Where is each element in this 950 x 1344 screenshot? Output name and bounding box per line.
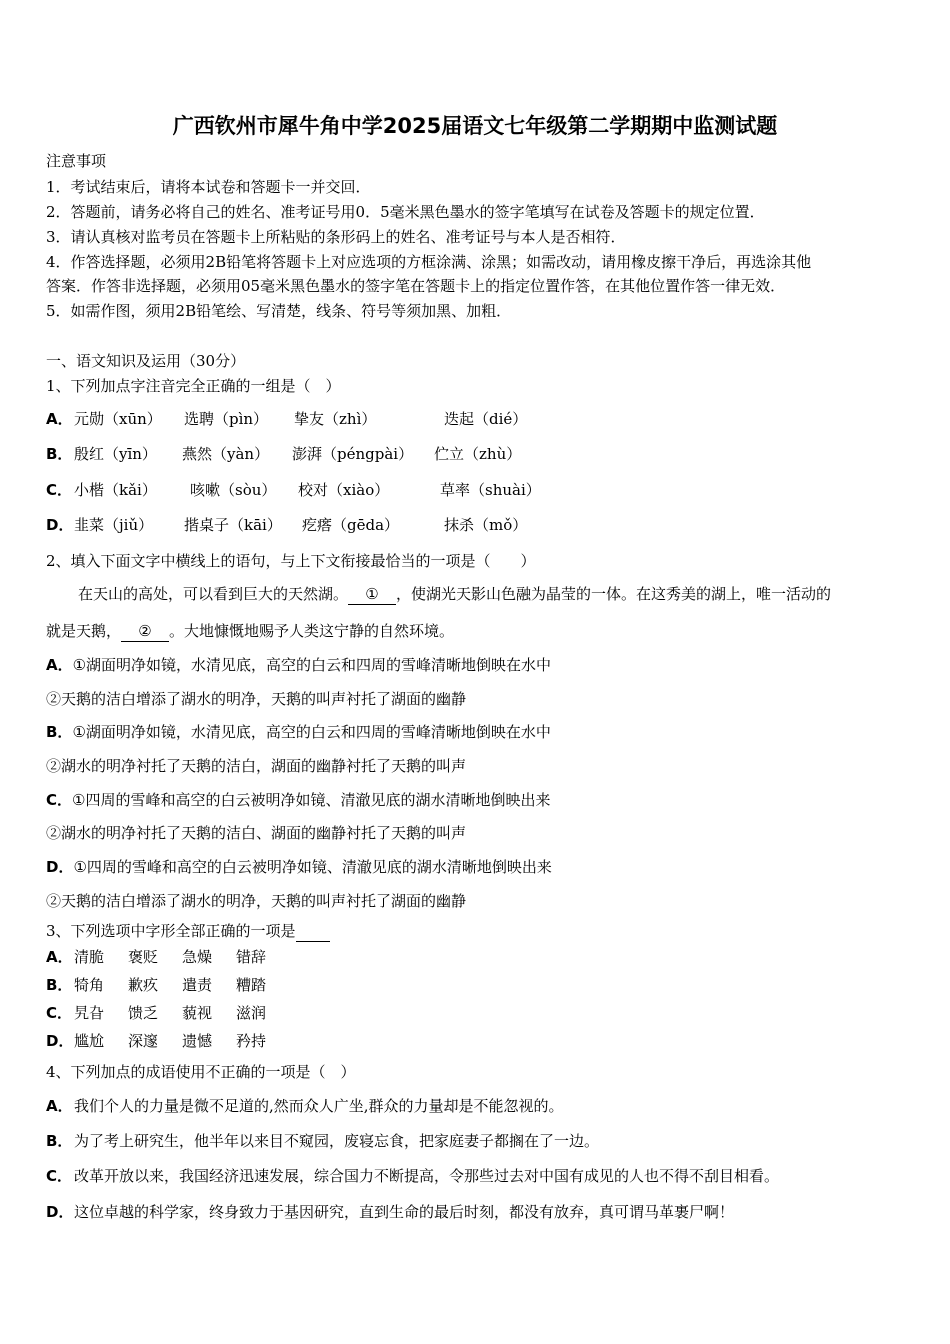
q2-option-a — [46, 655, 904, 675]
option-label: B． — [46, 1132, 73, 1150]
blank-2: ② — [121, 621, 169, 642]
option-label: C． — [46, 1004, 73, 1022]
option-item: 迭起（dié） — [444, 410, 528, 428]
option-item: 尴尬 — [74, 1032, 105, 1050]
question-4-stem: 4、下列加点的成语使用不正确的一项是（ ） — [46, 1063, 356, 1081]
notice-item: 3．请认真核对监考员在答题卡上所粘贴的条形码上的姓名、准考证号与本人是否相符． — [46, 228, 626, 246]
option-label: B． — [46, 723, 73, 741]
question-2-passage-line2 — [46, 621, 904, 642]
option-item: 糟踏 — [236, 976, 267, 994]
passage-text: 在天山的高处，可以看到巨大的天然湖。 — [78, 585, 349, 603]
option-item: 草率（shuài） — [440, 481, 541, 499]
option-item: 咳嗽（sòu） — [190, 481, 277, 499]
option-label: B． — [46, 445, 73, 463]
option-item: 小楷（kǎi） — [74, 481, 157, 499]
option-item: 澎湃（péngpài） — [292, 445, 414, 463]
option-label: D． — [46, 1203, 74, 1221]
option-label: A． — [46, 410, 73, 428]
option-item: 藐视 — [182, 1004, 213, 1022]
option-item: 揩桌子（kāi） — [184, 516, 282, 534]
option-label: C． — [46, 791, 73, 809]
page-title: 广西钦州市犀牛角中学2025届语文七年级第二学期期中监测试题 — [172, 114, 778, 138]
question-2-passage-line1 — [78, 584, 904, 605]
q4-option-b — [46, 1131, 904, 1151]
option-item: 遣责 — [182, 976, 213, 994]
option-item: 元勋（xūn） — [74, 410, 162, 428]
passage-text: ，使湖光天影山色融为晶莹的一体。在这秀美的湖上，唯一活动的 — [396, 585, 832, 603]
option-item: 深邃 — [128, 1032, 159, 1050]
q3-option-d — [46, 1031, 904, 1051]
q3-option-b — [46, 975, 904, 995]
notice-item: 1．考试结束后，请将本试卷和答题卡一并交回． — [46, 178, 371, 196]
option-label: D． — [46, 858, 74, 876]
option-item: 疙瘩（gēda） — [302, 516, 400, 534]
q4-option-d — [46, 1202, 904, 1222]
option-item: 燕然（yàn） — [182, 445, 270, 463]
stem-text: 3、下列选项中字形全部正确的一项是 — [46, 922, 296, 940]
q4-option-a — [46, 1096, 904, 1116]
option-item: 矜持 — [236, 1032, 267, 1050]
q2-option-b — [46, 722, 904, 742]
option-item: 校对（xiào） — [298, 481, 390, 499]
option-label: C． — [46, 481, 73, 499]
section-heading: 一、语文知识及运用（30分） — [46, 352, 246, 370]
question-3-stem — [46, 921, 904, 942]
option-label: A． — [46, 656, 73, 674]
q2-option-d-line2: ②天鹅的洁白增添了湖水的明净，天鹅的叫声衬托了湖面的幽静 — [46, 892, 467, 910]
option-label: C． — [46, 1167, 73, 1185]
option-item: 滋润 — [236, 1004, 267, 1022]
option-text: ①四周的雪峰和高空的白云被明净如镜、清澈见底的湖水清晰地倒映出来 — [72, 791, 551, 809]
option-text: ①湖面明净如镜，水清见底，高空的白云和四周的雪峰清晰地倒映在水中 — [72, 723, 551, 741]
passage-text: 。大地慷慨地赐予人类这宁静的自然环境。 — [169, 622, 455, 640]
q1-option-a — [46, 409, 904, 429]
notice-item: 5．如需作图，须用2B铅笔绘、写清楚，线条、符号等须加黑、加粗． — [46, 302, 512, 320]
option-text: ①四周的雪峰和高空的白云被明净如镜、清澈见底的湖水清晰地倒映出来 — [73, 858, 552, 876]
q3-option-a — [46, 947, 904, 967]
option-item: 错辞 — [236, 948, 267, 966]
option-item: 急燥 — [182, 948, 213, 966]
q2-option-a-line2: ②天鹅的洁白增添了湖水的明净，天鹅的叫声衬托了湖面的幽静 — [46, 690, 467, 708]
option-item: 褒贬 — [128, 948, 159, 966]
option-item: 清脆 — [74, 948, 105, 966]
option-text: 这位卓越的科学家，终身致力于基因研究，直到生命的最后时刻，都没有放弃，真可谓马革裹尸啊！ — [74, 1203, 735, 1221]
option-text: 改革开放以来，我国经济迅速发展，综合国力不断提高，令那些过去对中国有成见的人也不得不刮目相看。 — [74, 1167, 780, 1185]
q2-option-d — [46, 857, 904, 877]
q1-option-b — [46, 444, 904, 464]
option-label: D． — [46, 1032, 74, 1050]
option-label: D． — [46, 516, 74, 534]
option-item: 选聘（pìn） — [184, 410, 269, 428]
option-item: 旯旮 — [74, 1004, 105, 1022]
option-item: 犄角 — [74, 976, 105, 994]
notice-item: 2．答题前，请务必将自己的姓名、准考证号用0．5毫米黑色墨水的签字笔填写在试卷及答题卡的规定位置． — [46, 203, 765, 221]
option-item: 抹杀（mǒ） — [444, 516, 528, 534]
option-label: A． — [46, 948, 73, 966]
q2-option-c — [46, 790, 904, 810]
option-item: 歉疚 — [128, 976, 159, 994]
q1-option-d — [46, 515, 904, 535]
blank-1: ① — [348, 584, 396, 605]
q2-option-c-line2: ②湖水的明净衬托了天鹅的洁白、湖面的幽静衬托了天鹅的叫声 — [46, 824, 467, 842]
notice-item: 4．作答选择题，必须用2B铅笔将答题卡上对应选项的方框涂满、涂黑；如需改动，请用橡皮擦干净后，再选涂其他 — [46, 253, 812, 271]
question-2-stem: 2、填入下面文字中横线上的语句，与上下文衔接最恰当的一项是（ ） — [46, 552, 536, 570]
option-item: 伫立（zhù） — [434, 445, 522, 463]
answer-blank — [296, 921, 330, 942]
question-1-stem: 1、下列加点字注音完全正确的一组是（ ） — [46, 377, 341, 395]
option-item: 馈乏 — [128, 1004, 159, 1022]
notice-item: 答案．作答非选择题，必须用05毫米黑色墨水的签字笔在答题卡上的指定位置作答，在其他位置作答一律无效． — [46, 277, 786, 295]
q3-option-c — [46, 1003, 904, 1023]
option-text: 为了考上研究生，他半年以来目不窥园，废寝忘食，把家庭妻子都搁在了一边。 — [74, 1132, 600, 1150]
option-text: 我们个人的力量是微不足道的,然而众人广坐,群众的力量却是不能忽视的。 — [74, 1097, 564, 1115]
passage-text: 就是天鹅， — [46, 622, 122, 640]
option-label: B． — [46, 976, 73, 994]
q1-option-c — [46, 480, 904, 500]
option-item: 挚友（zhì） — [294, 410, 377, 428]
option-text: ①湖面明净如镜，水清见底，高空的白云和四周的雪峰清晰地倒映在水中 — [72, 656, 552, 674]
q4-option-c — [46, 1166, 904, 1186]
notice-heading: 注意事项 — [46, 152, 107, 170]
q2-option-b-line2: ②湖水的明净衬托了天鹅的洁白，湖面的幽静衬托了天鹅的叫声 — [46, 757, 467, 775]
option-item: 殷红（yīn） — [74, 445, 157, 463]
option-label: A． — [46, 1097, 73, 1115]
option-item: 韭菜（jiǔ） — [74, 516, 154, 534]
option-item: 遗憾 — [182, 1032, 213, 1050]
